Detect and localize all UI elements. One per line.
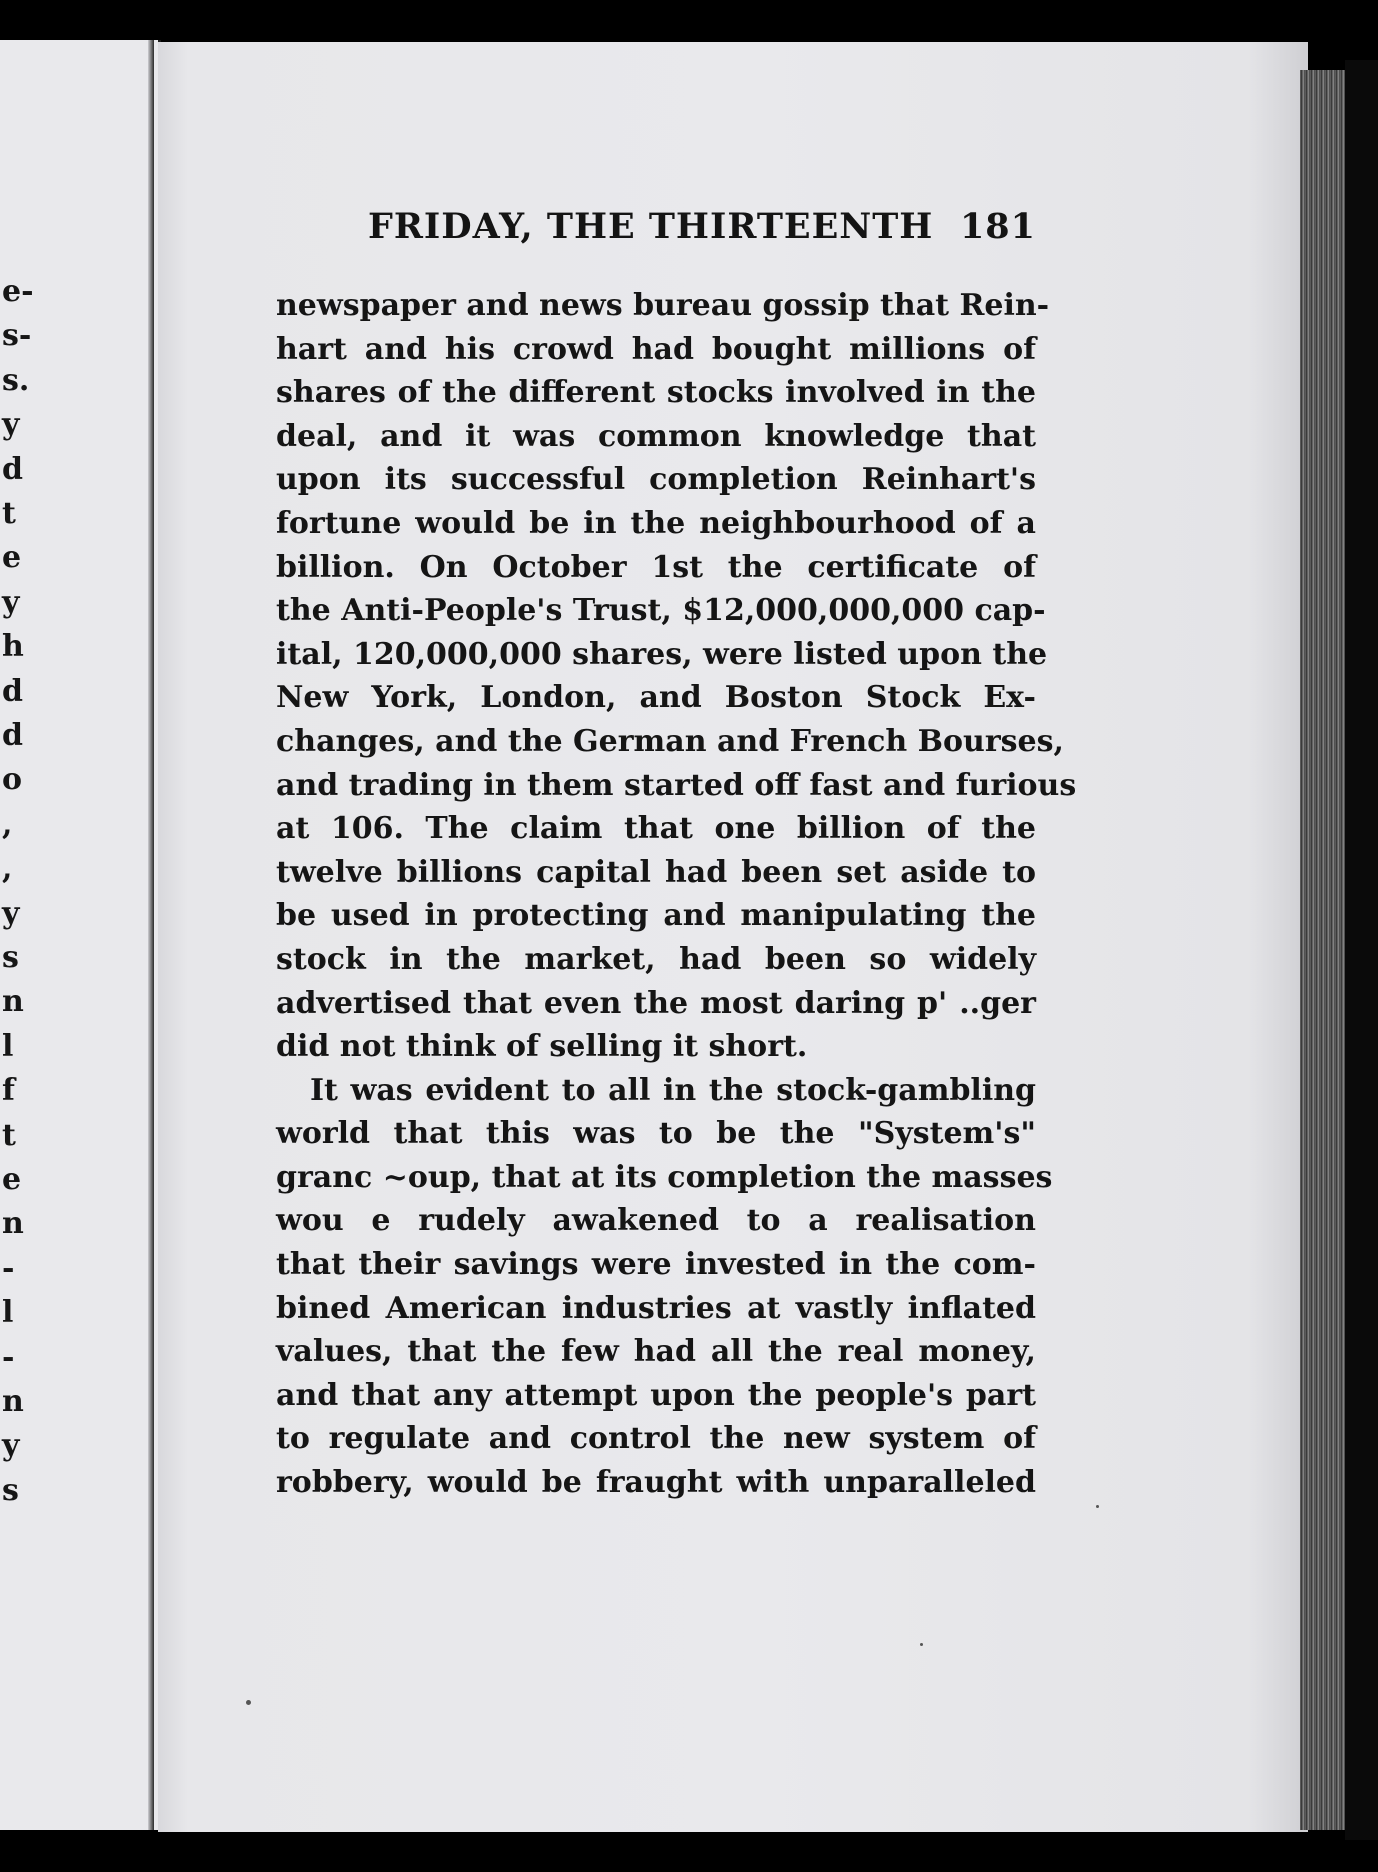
- dust-speck: [246, 1700, 251, 1705]
- left-page-fragment: s.: [2, 362, 30, 398]
- left-page-fragment: e-: [2, 274, 34, 309]
- page-edge-shadow: [1345, 60, 1378, 1840]
- left-page-fragment: d: [2, 451, 23, 487]
- left-page-fragment: -: [2, 1339, 15, 1375]
- text-line: stock in the market, had been so widely: [276, 941, 1036, 977]
- text-line: twelve billions capital had been set aside to: [276, 854, 1036, 890]
- gutter-shadow: [148, 40, 154, 1830]
- text-line: It was evident to all in the stock-gambling: [310, 1072, 1036, 1108]
- left-page-fragment: s: [2, 1472, 19, 1508]
- left-page-fragment: t: [2, 1117, 16, 1153]
- running-header: [368, 206, 1036, 258]
- running-title: FRIDAY, THE THIRTEENTH: [368, 206, 934, 247]
- text-line: at 106. The claim that one billion of the: [276, 811, 1036, 847]
- left-page-fragment: y: [2, 584, 20, 620]
- text-line: robbery, would be fraught with unparalleled: [276, 1465, 1036, 1501]
- left-page-fragment: t: [2, 496, 16, 531]
- text-line: values, that the few had all the real money,: [276, 1334, 1036, 1370]
- dust-speck: [1096, 1505, 1099, 1508]
- page-edge-stack: [1300, 70, 1345, 1830]
- left-page-fragment: ,: [2, 851, 13, 887]
- text-line: shares of the different stocks involved in the: [276, 375, 1036, 411]
- left-page-fragment: ,: [2, 806, 13, 842]
- left-page-fragment: e: [2, 1162, 22, 1197]
- left-page-fragment: n: [2, 1206, 24, 1242]
- left-page-fragment: d: [2, 718, 23, 753]
- left-page-fragment: f: [2, 1073, 15, 1109]
- text-line: fortune would be in the neighbourhood of a: [276, 505, 1036, 541]
- left-page-fragment: l: [2, 1028, 14, 1064]
- dust-speck: [920, 1643, 923, 1646]
- body-text: [276, 284, 1077, 1505]
- text-line: be used in protecting and manipulating the: [276, 898, 1036, 934]
- text-line: did not think of selling it short.: [276, 1029, 808, 1065]
- text-line: advertised that even the most daring p' ..ger: [276, 985, 1036, 1021]
- text-line: New York, London, and Boston Stock Ex-: [276, 680, 1036, 716]
- left-page-fragment: l: [2, 1295, 14, 1331]
- left-page-fragment: y: [2, 407, 20, 443]
- text-line: the Anti-People's Trust, $12,000,000,000 cap-: [276, 593, 1046, 629]
- left-page-fragment: y: [2, 895, 20, 931]
- left-page-fragment: e: [2, 540, 22, 576]
- left-page-fragment: n: [2, 984, 24, 1020]
- text-line: newspaper and news bureau gossip that Rein-: [276, 288, 1050, 323]
- left-page-fragment: n: [2, 1384, 24, 1419]
- text-line: hart and his crowd had bought millions of: [276, 331, 1036, 367]
- left-page-fragment: o: [2, 762, 23, 798]
- text-line: upon its successful completion Reinhart's: [276, 462, 1036, 498]
- left-page-fragment: y: [2, 1428, 20, 1464]
- text-line: wou e rudely awakened to a realisation: [276, 1203, 1036, 1239]
- text-line: world that this was to be the "System's": [276, 1116, 1036, 1152]
- text-line: deal, and it was common knowledge that: [276, 418, 1036, 454]
- text-line: bined American industries at vastly inflated: [276, 1290, 1036, 1326]
- text-line: and that any attempt upon the people's part: [276, 1377, 1036, 1413]
- text-line: that their savings were invested in the com-: [276, 1247, 1036, 1283]
- text-line: and trading in them started off fast and furious: [276, 767, 1077, 803]
- page-number: 181: [959, 206, 1036, 247]
- text-line: billion. On October 1st the certificate of: [276, 549, 1036, 585]
- text-line: to regulate and control the new system of: [276, 1421, 1036, 1457]
- left-page-fragment: h: [2, 629, 24, 665]
- text-line: ital, 120,000,000 shares, were listed upon the: [276, 636, 1048, 672]
- left-page-fragment: s: [2, 940, 19, 975]
- left-page-fragment: s-: [2, 318, 32, 354]
- text-line: changes, and the German and French Bourses,: [276, 723, 1064, 759]
- left-page-fragment: d: [2, 673, 23, 709]
- left-page-fragment: -: [2, 1250, 15, 1286]
- text-line: granc ~oup, that at its completion the masses: [276, 1159, 1053, 1195]
